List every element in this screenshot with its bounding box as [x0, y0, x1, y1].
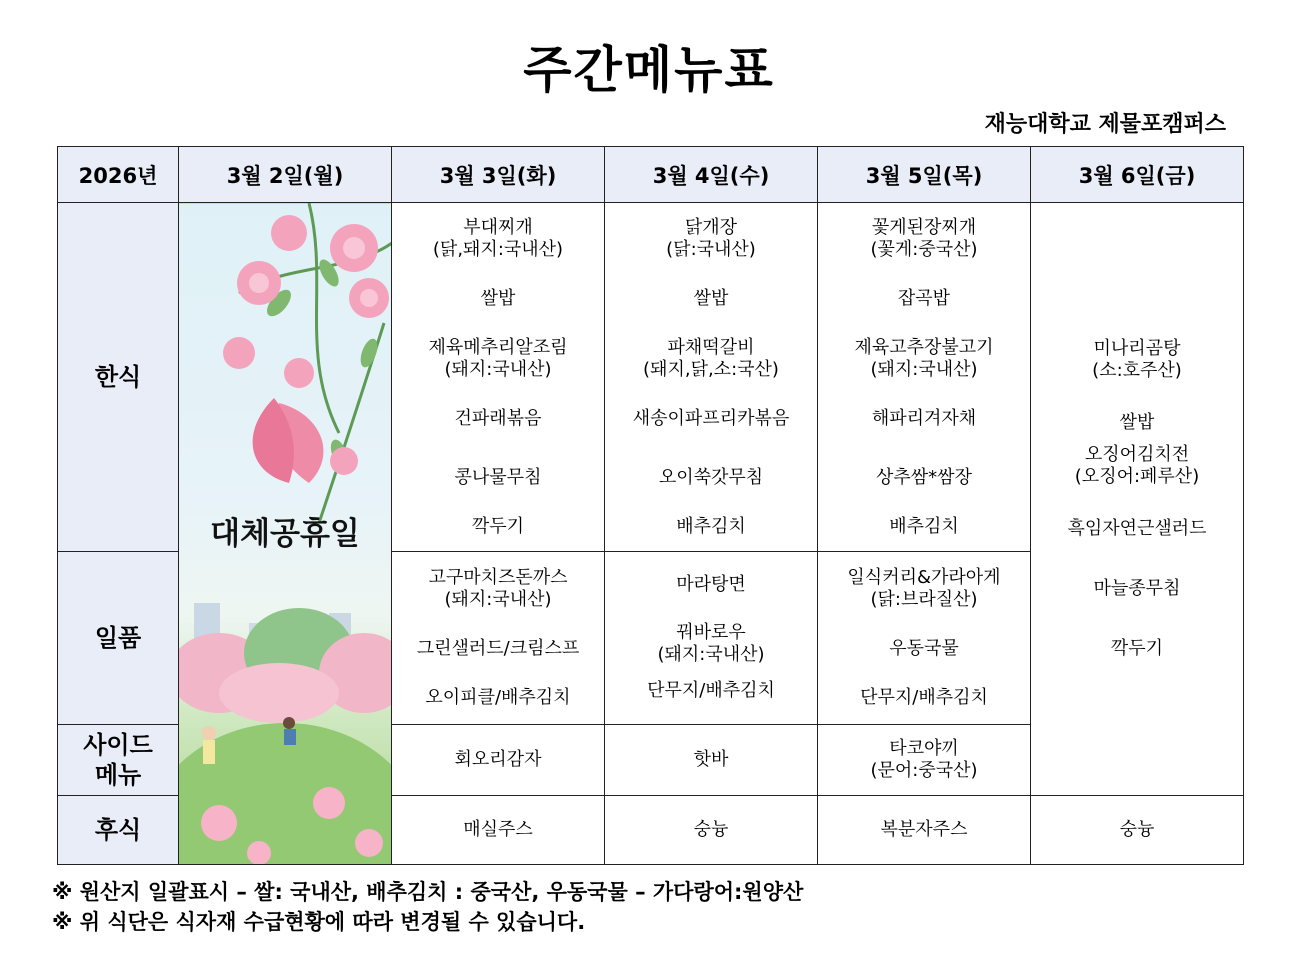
- origin-note: (돼지:국내산): [870, 358, 978, 380]
- single-thu-cell: [818, 552, 1031, 725]
- menu-item: 핫바: [693, 749, 729, 770]
- menu-item: 배추김치: [676, 515, 746, 537]
- menu-item: 배추김치: [889, 515, 959, 537]
- origin-note: (닭:국내산): [666, 238, 756, 260]
- row-label-side-line1: 사이드: [83, 731, 153, 759]
- single-tue-cell: [392, 552, 605, 725]
- day-header-thu: 3월 5일(목): [818, 147, 1031, 203]
- menu-item: 그린샐러드/크림스프: [416, 638, 580, 659]
- holiday-cell: [179, 203, 392, 865]
- menu-item: 해파리겨자채: [871, 407, 977, 429]
- dessert-fri-cell: [1031, 796, 1244, 865]
- menu-item: 깍두기: [471, 515, 525, 537]
- side-thu-cell: [818, 725, 1031, 796]
- dessert-thu-cell: [818, 796, 1031, 865]
- side-tue-cell: [392, 725, 605, 796]
- page-title: 주간메뉴표: [523, 41, 775, 99]
- menu-item: 닭개장: [684, 216, 738, 238]
- menu-item: 건파래볶음: [454, 407, 542, 429]
- single-wed-cell: [605, 552, 818, 725]
- menu-item: 흑임자연근샐러드: [1067, 518, 1207, 539]
- menu-item: 잡곡밥: [897, 287, 951, 309]
- origin-note: (소:호주산): [1092, 360, 1182, 381]
- menu-item: 상추쌈*쌈장: [876, 466, 972, 488]
- menu-item: 부대찌개: [463, 216, 533, 238]
- menu-item: 새송이파프리카볶음: [632, 407, 790, 429]
- menu-item: 단무지/배추김치: [647, 680, 775, 701]
- menu-item: 쌀밥: [480, 287, 516, 309]
- menu-item: 쌀밥: [1119, 412, 1155, 433]
- menu-item: 꿔바로우: [676, 622, 746, 643]
- side-wed-cell: [605, 725, 818, 796]
- menu-item: 콩나물무침: [454, 466, 542, 488]
- day-header-wed: 3월 4일(수): [605, 147, 818, 203]
- menu-item: 오이쑥갓무침: [658, 466, 764, 488]
- footnote-origin: ※ 원산지 일괄표시 – 쌀: 국내산, 배추김치 : 중국산, 우동국물 – 가다랑어:원양산: [52, 880, 804, 904]
- footnote-change: ※ 위 식단은 식자재 수급현황에 따라 변경될 수 있습니다.: [52, 910, 586, 934]
- menu-item: 파채떡갈비: [667, 336, 755, 358]
- row-label-side: [58, 725, 179, 796]
- origin-note: (닭:브라질산): [870, 589, 978, 610]
- day-header-mon: 3월 2일(월): [179, 147, 392, 203]
- origin-note: (돼지:국내산): [444, 358, 552, 380]
- origin-note: (돼지,닭,소:국산): [643, 358, 779, 380]
- origin-note: (문어:중국산): [870, 760, 978, 781]
- korean-tue-cell: [392, 203, 605, 552]
- korean-row: [58, 203, 1244, 552]
- dessert-tue-cell: [392, 796, 605, 865]
- menu-item: 매실주스: [463, 819, 533, 840]
- day-header-fri: 3월 6일(금): [1031, 147, 1244, 203]
- row-label-korean: 한식: [58, 203, 179, 552]
- row-label-side-line2: 메뉴: [94, 761, 142, 789]
- year-header: 2026년: [58, 147, 179, 203]
- menu-item: 복분자주스: [880, 819, 968, 840]
- dessert-wed-cell: [605, 796, 818, 865]
- korean-wed-cell: [605, 203, 818, 552]
- menu-item: 오징어김치전: [1084, 444, 1190, 465]
- origin-note: (돼지:국내산): [657, 644, 765, 665]
- menu-item: 숭늉: [693, 819, 729, 840]
- origin-note: (닭,돼지:국내산): [432, 238, 564, 260]
- menu-item: 마라탕면: [676, 574, 746, 595]
- header-row: [58, 147, 1244, 203]
- menu-item: 회오리감자: [454, 749, 542, 770]
- footnotes: [52, 877, 803, 937]
- row-label-dessert: 후식: [58, 796, 179, 865]
- korean-thu-cell: [818, 203, 1031, 552]
- weekly-menu-table: [57, 146, 1244, 865]
- menu-item: 제육메추리알조림: [428, 336, 568, 358]
- menu-item: 우동국물: [889, 638, 959, 659]
- menu-item: 제육고추장불고기: [854, 336, 994, 358]
- holiday-label: 대체공휴일: [210, 516, 360, 552]
- row-label-single: 일품: [58, 552, 179, 725]
- menu-item: 오이피클/배추김치: [425, 687, 571, 708]
- menu-item: 쌀밥: [693, 287, 729, 309]
- origin-note: (꽃게:중국산): [870, 238, 978, 260]
- menu-item: 마늘종무침: [1093, 578, 1181, 599]
- menu-item: 타코야끼: [889, 738, 959, 759]
- campus-name: 재능대학교 제물포캠퍼스: [984, 112, 1226, 137]
- friday-menu-cell: [1031, 203, 1244, 796]
- menu-item: 일식커리&가라아게: [847, 567, 1001, 588]
- menu-item: 단무지/배추김치: [860, 687, 988, 708]
- menu-item: 미나리곰탕: [1093, 338, 1181, 359]
- menu-item: 꽃게된장찌개: [871, 216, 977, 238]
- day-header-tue: 3월 3일(화): [392, 147, 605, 203]
- menu-item: 숭늉: [1119, 819, 1155, 840]
- menu-item: 고구마치즈돈까스: [428, 567, 568, 588]
- origin-note: (돼지:국내산): [444, 589, 552, 610]
- menu-item: 깍두기: [1110, 638, 1164, 659]
- origin-note: (오징어:페루산): [1074, 466, 1200, 487]
